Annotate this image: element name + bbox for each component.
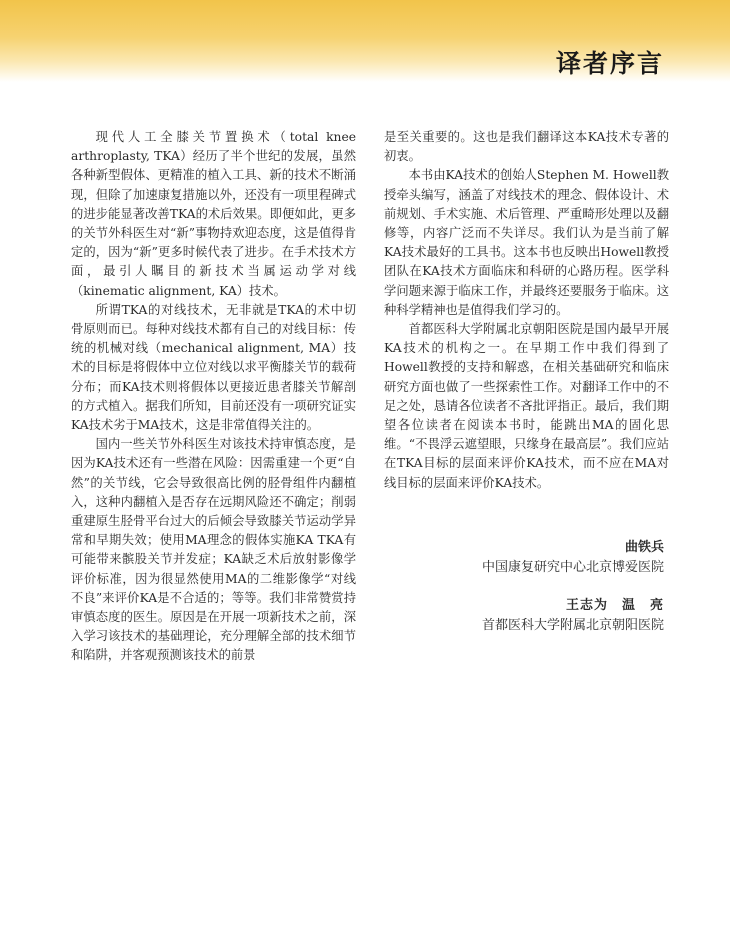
translator-affiliation: 中国康复研究中心北京博爱医院 [481,560,664,575]
right-paragraph-1: 是至关重要的。这也是我们翻译这本KA技术专著的初衷。 [384,130,669,164]
signature-block-2 [482,596,664,636]
translator-affiliation: 首都医科大学附属北京朝阳医院 [481,618,664,633]
translator-name: 曲铁兵 [624,540,664,555]
left-paragraph-1: 现代人工全膝关节置换术（total knee arthroplasty, TKA）经历了半个世纪的发展，虽然各种新型假体、更精准的植入工具、新的技术不断涌现，但除了加速康复措施以外，还没有一项里程碑式的进步能显著改善TKA的术后效果。即便如此，更多的关节外科医生对“新”事物持欢迎态度，这是值得肯定的，因为“新”更多时候代表了进步。在手术技术方面，最引人瞩目的新技术当属运动学对线（kinematic alignment, KA）技术。 [71,130,356,298]
right-column [384,128,669,493]
page-title: 译者序言 [555,49,664,78]
right-paragraph-2: 本书由KA技术的创始人Stephen M. Howell教授牵头编写，涵盖了对线技术的理念、假体设计、术前规划、手术实施、术后管理、严重畸形处理以及翻修等，内容广泛而不失详尽。我们认为是当前了解KA技术最好的工具书。这本书也反映出Howell教授团队在KA技术方面临床和科研的心路历程。医学科学问题来源于临床工作，并最终还要服务于临床。这种科学精神也是值得我们学习的。 [384,168,669,317]
left-column [71,128,356,666]
signature-block-1 [482,538,664,578]
left-paragraph-3: 国内一些关节外科医生对该技术持审慎态度，是因为KA技术还有一些潜在风险：因需重建一个更“自然”的关节线，它会导致很高比例的胫骨组件内翻植入，这种内翻植入是否存在远期风险还不确定；削弱重建原生胫骨平台过大的后倾会导致膝关节运动学异常和早期失效；使用MA理念的假体实施KA TKA有可能带来髌股关节并发症；KA缺乏术后放射影像学评价标准，因为很显然使用MA的二维影像学“对线不良”来评价KA是不合适的；等等。我们非常赞赏持审慎态度的医生。原因是在开展一项新技术之前，深入学习该技术的基础理论，充分理解全部的技术细节和陷阱，并客观预测该技术的前景 [71,437,356,663]
left-paragraph-2: 所谓TKA的对线技术，无非就是TKA的术中切骨原则而已。每种对线技术都有自己的对线目标：传统的机械对线（mechanical alignment, MA）技术的目标是将假体中立位对线以求平衡膝关节的载荷分布；而KA技术则将假体以更接近患者膝关节解剖的方式植入。据我们所知，目前还没有一项研究证实KA技术劣于MA技术，这是非常值得关注的。 [71,302,356,433]
right-paragraph-3: 首都医科大学附属北京朝阳医院是国内最早开展KA技术的机构之一。在早期工作中我们得到了Howell教授的支持和解惑，在相关基础研究和临床研究方面也做了一些探索性工作。对翻译工作中的不足之处，恳请各位读者不吝批评指正。最后，我们期望各位读者在阅读本书时，能跳出MA的固化思维。“不畏浮云遮望眼，只缘身在最高层”。我们应站在TKA目标的层面来评价KA技术，而不应在MA对线目标的层面来评价KA技术。 [384,322,669,490]
translator-names: 王志为 温 亮 [565,598,664,613]
